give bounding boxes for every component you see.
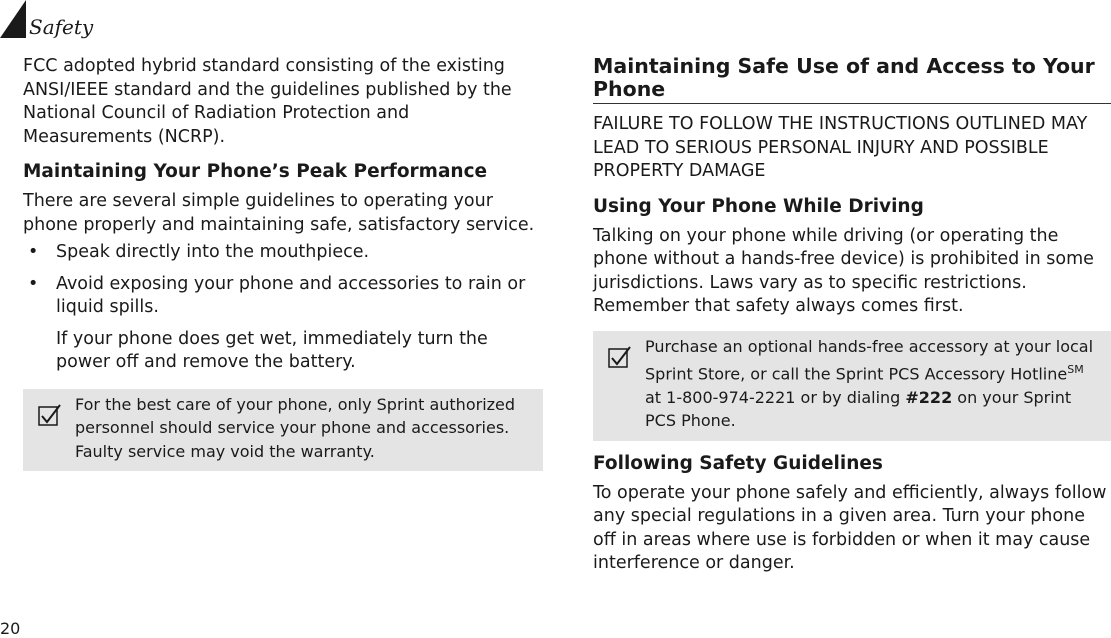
page-number: 20 bbox=[0, 619, 21, 638]
guidelines-list bbox=[23, 241, 543, 320]
section-heading: Maintaining Safe Use of and Access to Your Phone bbox=[593, 54, 1095, 101]
bullet-icon: • bbox=[28, 242, 39, 262]
peak-performance-heading: Maintaining Your Phone’s Peak Performance bbox=[23, 161, 488, 182]
bullet-icon: • bbox=[28, 273, 39, 294]
section-heading-rule bbox=[593, 55, 1111, 104]
header-corner-mark bbox=[0, 0, 26, 38]
driving-heading: Using Your Phone While Driving bbox=[593, 195, 924, 217]
hands-free-note-box bbox=[593, 331, 1111, 441]
right-column bbox=[593, 55, 1111, 576]
safety-guidelines-heading: Following Safety Guidelines bbox=[593, 452, 883, 474]
list-item-text: Speak directly into the mouthpiece. bbox=[56, 242, 370, 262]
checkbox-check-icon bbox=[608, 345, 632, 369]
list-item bbox=[23, 273, 543, 320]
checkbox-check-icon bbox=[38, 403, 62, 427]
list-item-text: Avoid exposing your phone and accessories to rain or liquid spills. bbox=[56, 273, 526, 317]
left-column bbox=[23, 55, 543, 471]
intro-paragraph: FCC adopted hybrid standard consisting of the existing ANSI/IEEE standard and the guidelines published by the National Council of Radiation Protection and Measurements (NCRP). bbox=[23, 56, 512, 147]
warning-text: FAILURE TO FOLLOW THE INSTRUCTIONS OUTLINED MAY LEAD TO SERIOUS PERSONAL INJURY AND POSSIBLE PROPERTY DAMAGE bbox=[593, 114, 1088, 181]
peak-performance-text: There are several simple guidelines to operating your phone properly and maintaining safe, satisfactory service. bbox=[23, 191, 535, 235]
care-note-text: For the best care of your phone, only Sprint authorized personnel should service your phone and accessories. Faulty service may void the warranty. bbox=[75, 394, 516, 461]
page-section-title: Safety bbox=[29, 15, 94, 39]
safety-guidelines-text: To operate your phone safely and efficiently, always follow any special regulations in a given area. Turn your phone off in areas where use is forbidden or when it may cause interference or danger. bbox=[593, 482, 1107, 574]
wet-phone-text: If your phone does get wet, immediately turn the power off and remove the battery. bbox=[56, 328, 488, 372]
care-note-box bbox=[23, 389, 543, 472]
hands-free-note-text: Purchase an optional hands-free accessory at your local Sprint Store, or call the Sprint PCS Accessory Hotline℠ at 1-800-974-2221 or by dialing #222 on your Sprint PCS Phone. bbox=[645, 336, 1094, 431]
driving-text: Talking on your phone while driving (or operating the phone without a hands-free device) is prohibited in some jurisdictions. Laws vary as to specific restrictions. Remember that safety always comes first. bbox=[593, 225, 1094, 316]
list-item bbox=[23, 241, 543, 265]
